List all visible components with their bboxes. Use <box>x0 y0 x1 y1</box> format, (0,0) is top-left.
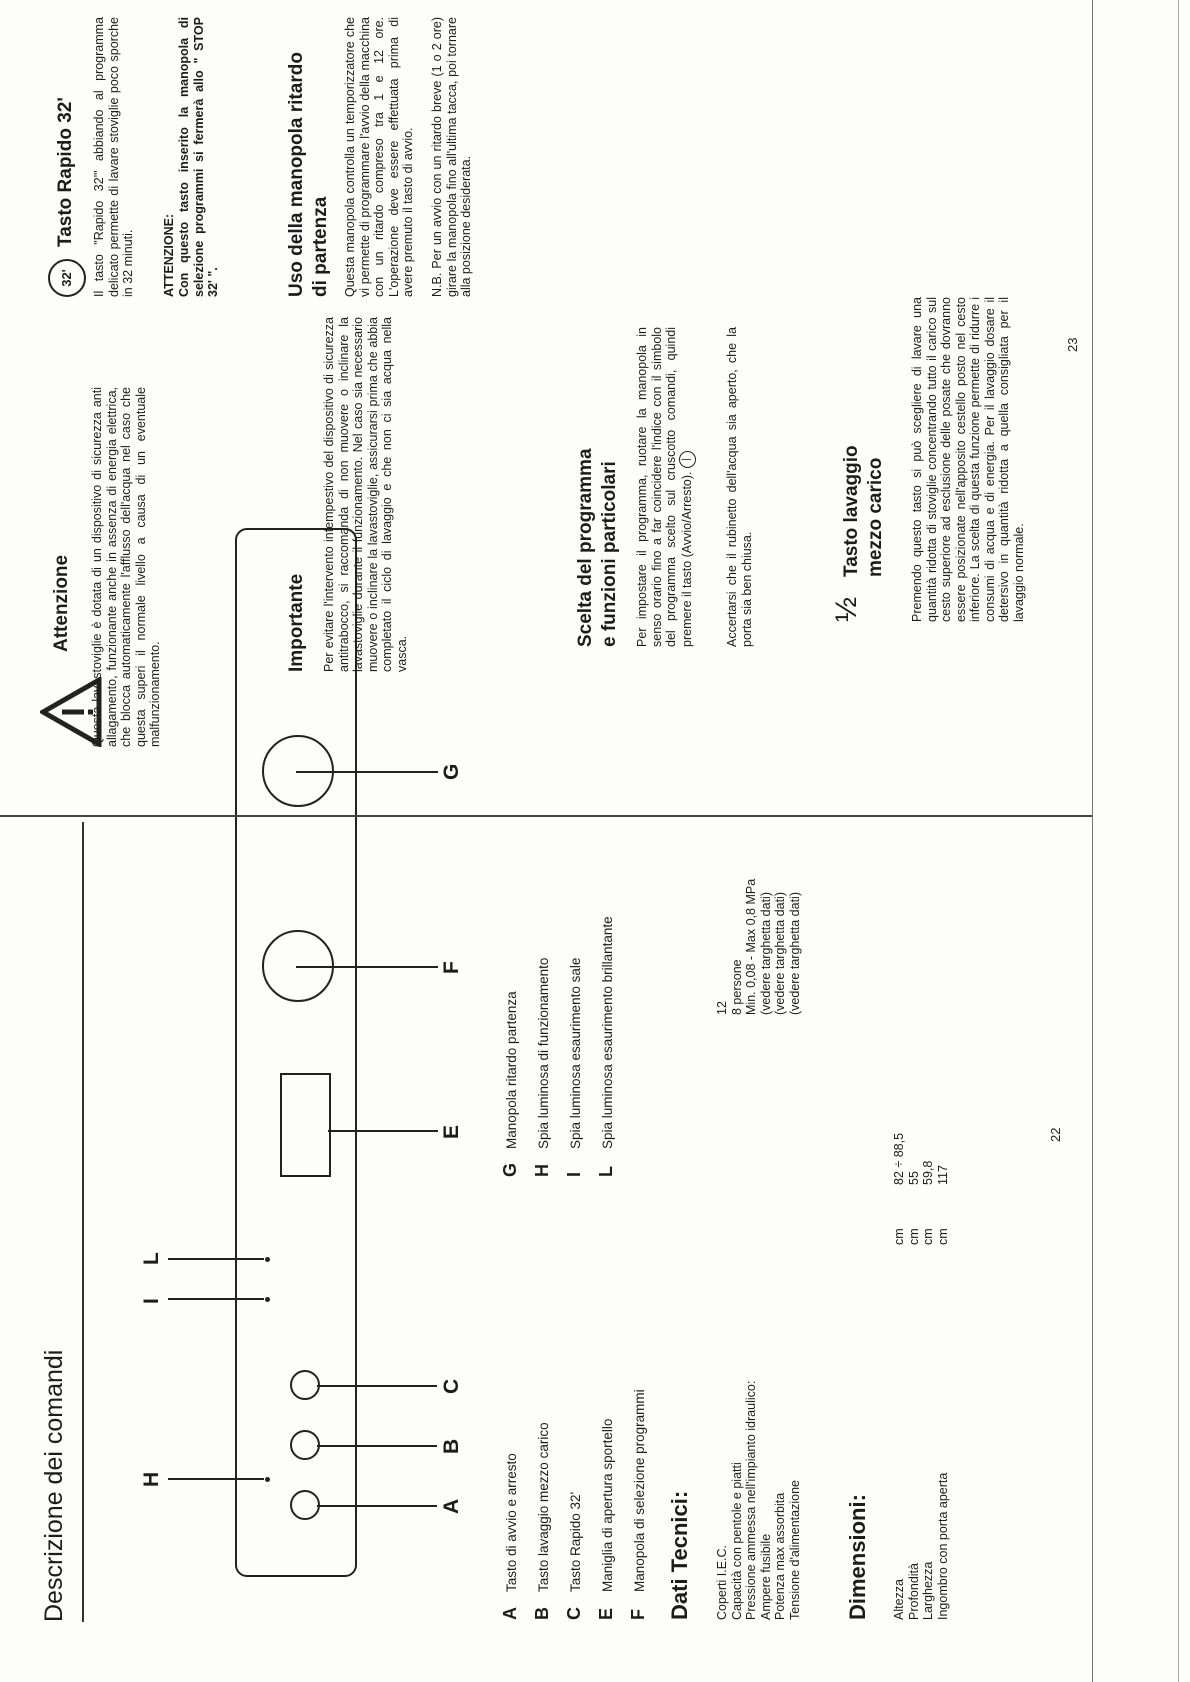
uso-text-2: N.B. Per un avvio con un ritardo breve (1 o 2 ore) girare la manopola fino all'ultima tacca, poi tornare alla posizione desiderata. <box>430 17 473 297</box>
control-panel-outline <box>235 528 357 1577</box>
table-row: Ingombro con porta aperta cm 117 <box>935 1165 950 1620</box>
dimensioni-heading: Dimensioni: <box>845 1494 870 1620</box>
title-rule <box>82 822 84 1622</box>
door-handle-E <box>280 1073 331 1177</box>
leader-F <box>296 966 438 968</box>
legend-item: BTasto lavaggio mezzo carico <box>532 1422 552 1620</box>
importante-heading: Importante <box>286 573 307 672</box>
label-I: I <box>140 1298 163 1304</box>
table-row: Potenza max assorbita (vedere targhetta dati) <box>773 892 787 1620</box>
label-L: L <box>140 1252 163 1265</box>
dati-tecnici-table <box>715 879 802 1620</box>
attenzione-heading: Attenzione <box>51 554 72 652</box>
leader-A <box>317 1505 437 1507</box>
label-A: A <box>440 1498 463 1514</box>
uso-heading-line2: di partenza <box>310 196 331 297</box>
table-row: Larghezza cm 59,8 <box>921 1160 935 1620</box>
label-G: G <box>440 763 463 780</box>
indicator-H <box>265 1477 270 1482</box>
label-F: F <box>440 961 463 974</box>
rapido-warning-label: ATTENZIONE: <box>162 213 176 297</box>
leader-I <box>168 1298 264 1300</box>
leader-G <box>296 771 438 773</box>
legend-item: EManiglia di apertura sportello <box>596 1418 616 1620</box>
scelta-text: Per impostare il programma, ruotare la manopola in senso orario fino a far coincidere l'indice con il simbolo del programma scelto sul cruscotto comandi, quindi premere il tasto (Avvio/Arresto). | <box>635 327 696 647</box>
button-C <box>290 1370 320 1400</box>
page-spine <box>0 815 1092 817</box>
rapido-32-icon: 32' <box>48 259 86 297</box>
dati-tecnici-heading: Dati Tecnici: <box>667 1490 692 1620</box>
scelta-heading-line2: e funzioni particolari <box>599 461 620 647</box>
legend-item: CTasto Rapido 32' <box>564 1491 584 1620</box>
legend-item: FManopola di selezione programmi <box>628 1389 648 1620</box>
scan-edge-line <box>1092 0 1093 1682</box>
rapido-heading: Tasto Rapido 32' <box>55 97 76 247</box>
page-number: 22 <box>1048 1127 1063 1142</box>
table-row: Coperti I.E.C. 12 <box>715 1001 729 1620</box>
label-B: B <box>440 1438 463 1454</box>
button-B <box>290 1430 320 1460</box>
legend-item: ISpia luminosa esaurimento sale <box>564 957 584 1177</box>
leader-B <box>317 1445 437 1447</box>
leader-L <box>168 1258 264 1260</box>
scelta-text-2: Accertarsi che il rubinetto dell'acqua sia aperto, che la porta sia ben chiusa. <box>725 327 754 647</box>
legend-item: GManopola ritardo partenza <box>500 991 520 1177</box>
uso-text: Questa manopola controlla un temporizzatore che vi permette di programmare l'avvio della macchina con un ritardo compreso tra 1 e 12 ore. L'operazione deve essere effettuata prima di avere premuto il tasto di avvio. <box>343 17 415 297</box>
uso-heading-line1: Uso della manopola ritardo <box>286 52 307 297</box>
leader-H <box>168 1478 264 1480</box>
legend-item: HSpia luminosa di funzionamento <box>532 957 552 1177</box>
table-row: Altezza cm 82 ÷ 88,5 <box>892 1132 906 1620</box>
mezzo-heading-line2: mezzo carico <box>865 457 886 577</box>
table-row: Pressione ammessa nell'impianto idraulico: Min. 0,08 - Max 0,8 MPa <box>744 878 758 1620</box>
table-row: Profondità cm 55 <box>906 1171 921 1620</box>
half-load-icon: ½ <box>830 596 863 622</box>
leader-E <box>328 1130 438 1132</box>
table-row: Capacità con pentole e piatti 8 persone <box>729 959 744 1620</box>
leader-C <box>317 1385 437 1387</box>
label-H: H <box>140 1471 163 1487</box>
label-E: E <box>440 1124 463 1139</box>
table-row: Ampere fusibile (vedere targhetta dati) <box>758 892 773 1620</box>
table-row: Tensione d'alimentazione (vedere targhetta dati) <box>787 892 802 1620</box>
page-title: Descrizione dei comandi <box>40 1349 68 1622</box>
scan-edge-line <box>1178 0 1179 1682</box>
rapido-text: Il tasto "Rapido 32'" abbiando al programma delicato permette di lavare stoviglie poco sporche in 32 minuti. <box>92 17 135 297</box>
label-C: C <box>440 1378 463 1394</box>
dimensioni-table <box>892 1133 950 1620</box>
rapido-warning-text: Con questo tasto inserito la manopola di selezione programmi si fermerà allo " STOP 32' ". <box>177 17 220 297</box>
attenzione-text: Questa lavastoviglie è dotata di un dispositivo di sicurezza anti allagamento, funzionante anche in assenza di energia elettrica, che blocca automaticamente l'afflusso dell'acqua nel caso che questa superi il normale livello a causa di un eventuale malfunzionamento. <box>90 387 162 747</box>
mezzo-heading-line1: Tasto lavaggio <box>841 445 862 577</box>
legend-item: LSpia luminosa esaurimento brillantante <box>596 916 616 1177</box>
page-number: 23 <box>1065 337 1080 352</box>
indicator-I <box>265 1297 270 1302</box>
power-icon: | <box>679 451 696 468</box>
legend-item: ATasto di avvio e arresto <box>500 1453 520 1620</box>
scelta-heading-line1: Scelta del programma <box>575 448 596 647</box>
indicator-L <box>265 1257 270 1262</box>
importante-text: Per evitare l'intervento intempestivo del dispositivo di sicurezza antitrabocco, si raccomanda di non muovere o inclinare la lavastoviglie durante il funzionamento. Nel caso sia necessario muovere o inclinare la lavastoviglie, assicurarsi prima che abbia completato il ciclo di lavaggio e che non ci sia acqua nella vasca. <box>322 317 409 672</box>
button-A <box>290 1490 320 1520</box>
mezzo-text: Premendo questo tasto si può scegliere di lavare una quantità ridotta di stoviglie concentrando tutto il carico sul cesto superiore ad esclusione delle posate che dovranno essere posizionate nell'apposito cestello posto nel cesto inferiore. La scelta di questa funzione permette di ridurre i consumi di acqua e di energia. Per il lavaggio dosare il detersivo in quantità ridotta a quella consigliata per il lavaggio normale. <box>910 297 1026 622</box>
